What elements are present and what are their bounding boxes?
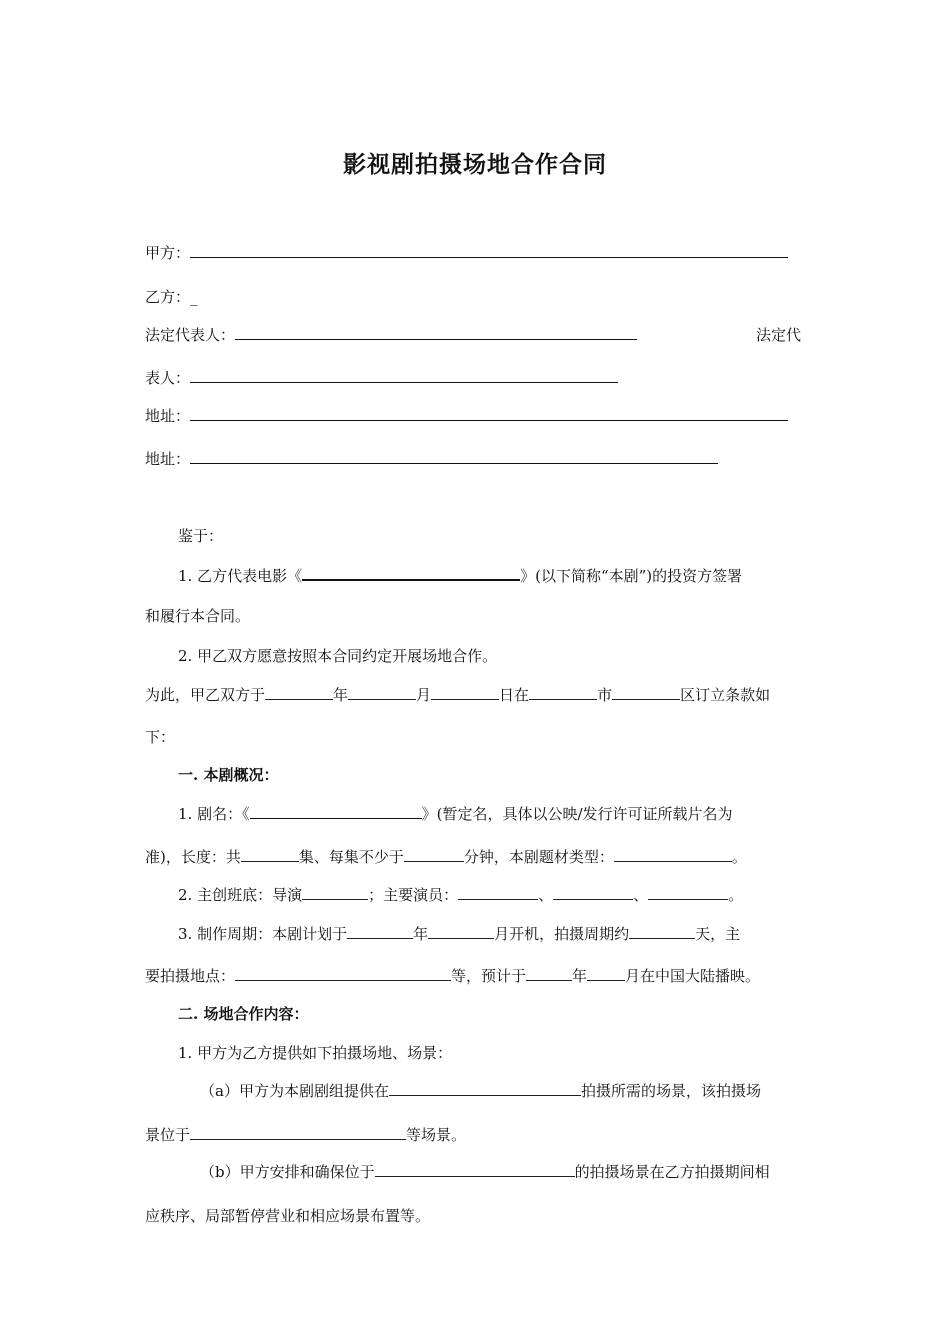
s1-item3-text-f: 等，预计于	[451, 967, 527, 985]
s2-a-cont	[145, 1124, 466, 1146]
date-text-2: 月	[416, 686, 432, 704]
release-year-blank[interactable]	[526, 966, 572, 981]
section-2-heading: 二. 场地合作内容：	[178, 1005, 309, 1023]
minutes-blank[interactable]	[404, 847, 464, 862]
s1-item3-text-g: 年	[572, 967, 588, 985]
legal-rep-b-line	[145, 367, 618, 389]
actor-3-blank[interactable]	[648, 885, 728, 900]
s1-item1-cont	[145, 846, 747, 868]
city-blank[interactable]	[529, 685, 597, 700]
date-text-1: 年	[333, 686, 349, 704]
s1-item1-line	[178, 803, 733, 825]
date-text-5: 区订立条款如	[680, 686, 771, 704]
party-a-label: 甲方：	[145, 244, 191, 262]
venue-blank[interactable]	[389, 1081, 581, 1096]
scene-location-blank[interactable]	[375, 1162, 575, 1177]
s1-item1-text-c: 准)，长度：共	[145, 848, 241, 866]
s2-item1-line: 1. 甲方为乙方提供如下拍摄场地、场景：	[178, 1044, 453, 1062]
address-a-blank[interactable]	[190, 406, 788, 421]
day-blank[interactable]	[431, 685, 499, 700]
legal-rep-a-line	[145, 324, 637, 346]
recital-1-cont: 和履行本合同。	[145, 607, 251, 625]
s2-a-text-3: 景位于	[145, 1126, 191, 1144]
party-a-line	[145, 242, 788, 264]
s1-item2-sep-2: 、	[633, 886, 649, 904]
s2-b-text-2: 的拍摄场景在乙方拍摄期间相	[574, 1163, 770, 1181]
s1-item1-text-f: 。	[731, 848, 747, 866]
s1-item2-text-b: ；主要演员：	[368, 886, 459, 904]
recital-1-text-a: 1. 乙方代表电影《	[178, 567, 303, 585]
address-a-line	[145, 405, 788, 427]
s2-b-line	[200, 1161, 770, 1183]
days-blank[interactable]	[629, 924, 695, 939]
s1-item3-cont	[145, 965, 760, 987]
month-blank[interactable]	[348, 685, 416, 700]
venue-location-blank[interactable]	[190, 1125, 406, 1140]
district-blank[interactable]	[612, 685, 680, 700]
document-title: 影视剧拍摄场地合作合同	[343, 151, 607, 178]
s1-item2-sep-1: 、	[538, 886, 554, 904]
recital-2-line: 2. 甲乙双方愿意按照本合同约定开展场地合作。	[178, 647, 498, 665]
address-a-label: 地址：	[145, 407, 191, 425]
s1-item3-line	[178, 923, 740, 945]
section-1-heading: 一. 本剧概况：	[178, 766, 279, 784]
s1-item1-text-b: 》(暂定名，具体以公映/发行许可证所载片名为	[421, 805, 733, 823]
start-year-blank[interactable]	[347, 924, 413, 939]
date-text-3: 日在	[499, 686, 530, 704]
s1-item2-line	[178, 884, 743, 906]
s1-item1-text-d: 集、每集不少于	[298, 848, 404, 866]
release-month-blank[interactable]	[587, 966, 625, 981]
s2-a-line	[200, 1080, 761, 1102]
episodes-blank[interactable]	[241, 847, 299, 862]
legal-rep-b-label: 表人：	[145, 369, 191, 387]
date-line	[145, 684, 770, 706]
actor-2-blank[interactable]	[553, 885, 633, 900]
date-text-0: 为此，甲乙双方于	[145, 686, 266, 704]
actor-1-blank[interactable]	[458, 885, 538, 900]
s2-b-cont: 应秩序、局部暂停营业和相应场景布置等。	[145, 1207, 431, 1225]
s2-a-text-4: 等场景。	[406, 1126, 467, 1144]
address-b-blank[interactable]	[190, 449, 718, 464]
recital-1-text-b: 》(以下简称“本剧”)的投资方签署	[520, 567, 743, 585]
year-blank[interactable]	[265, 685, 333, 700]
s2-a-text-1: （a）甲方为本剧剧组提供在	[200, 1082, 389, 1100]
s1-item3-text-e: 要拍摄地点：	[145, 967, 236, 985]
party-b-label: 乙方：_	[145, 288, 198, 306]
location-blank[interactable]	[235, 966, 451, 981]
s1-item1-text-e: 分钟，本剧题材类型：	[463, 848, 614, 866]
s2-b-text-1: （b）甲方安排和确保位于	[200, 1163, 375, 1181]
s1-item1-text-a: 1. 剧名：《	[178, 805, 250, 823]
s1-item3-text-b: 年	[413, 925, 429, 943]
party-a-blank[interactable]	[190, 243, 788, 258]
whereas-label: 鉴于：	[178, 527, 224, 545]
s1-item3-text-c: 月开机，拍摄周期约	[494, 925, 630, 943]
s2-a-text-2: 拍摄所需的场景，该拍摄场	[580, 1082, 761, 1100]
address-b-line	[145, 448, 718, 470]
genre-blank[interactable]	[614, 847, 732, 862]
legal-rep-b-head: 法定代	[756, 326, 802, 344]
date-line-cont: 下：	[145, 728, 176, 746]
s1-item2-end: 。	[728, 886, 744, 904]
drama-name-blank[interactable]	[250, 804, 422, 819]
legal-rep-b-blank[interactable]	[190, 368, 618, 383]
s1-item3-text-a: 3. 制作周期：本剧计划于	[178, 925, 348, 943]
legal-rep-a-blank[interactable]	[235, 325, 637, 340]
party-b-line	[145, 286, 198, 308]
s1-item3-text-d: 天，主	[695, 925, 741, 943]
start-month-blank[interactable]	[428, 924, 494, 939]
recital-1-line	[178, 565, 742, 587]
address-b-label: 地址：	[145, 450, 191, 468]
director-blank[interactable]	[302, 885, 368, 900]
film-name-blank[interactable]	[302, 565, 520, 581]
s1-item3-text-h: 月在中国大陆播映。	[625, 967, 761, 985]
s1-item2-text-a: 2. 主创班底：导演	[178, 886, 303, 904]
legal-rep-a-label: 法定代表人：	[145, 326, 236, 344]
date-text-4: 市	[597, 686, 613, 704]
